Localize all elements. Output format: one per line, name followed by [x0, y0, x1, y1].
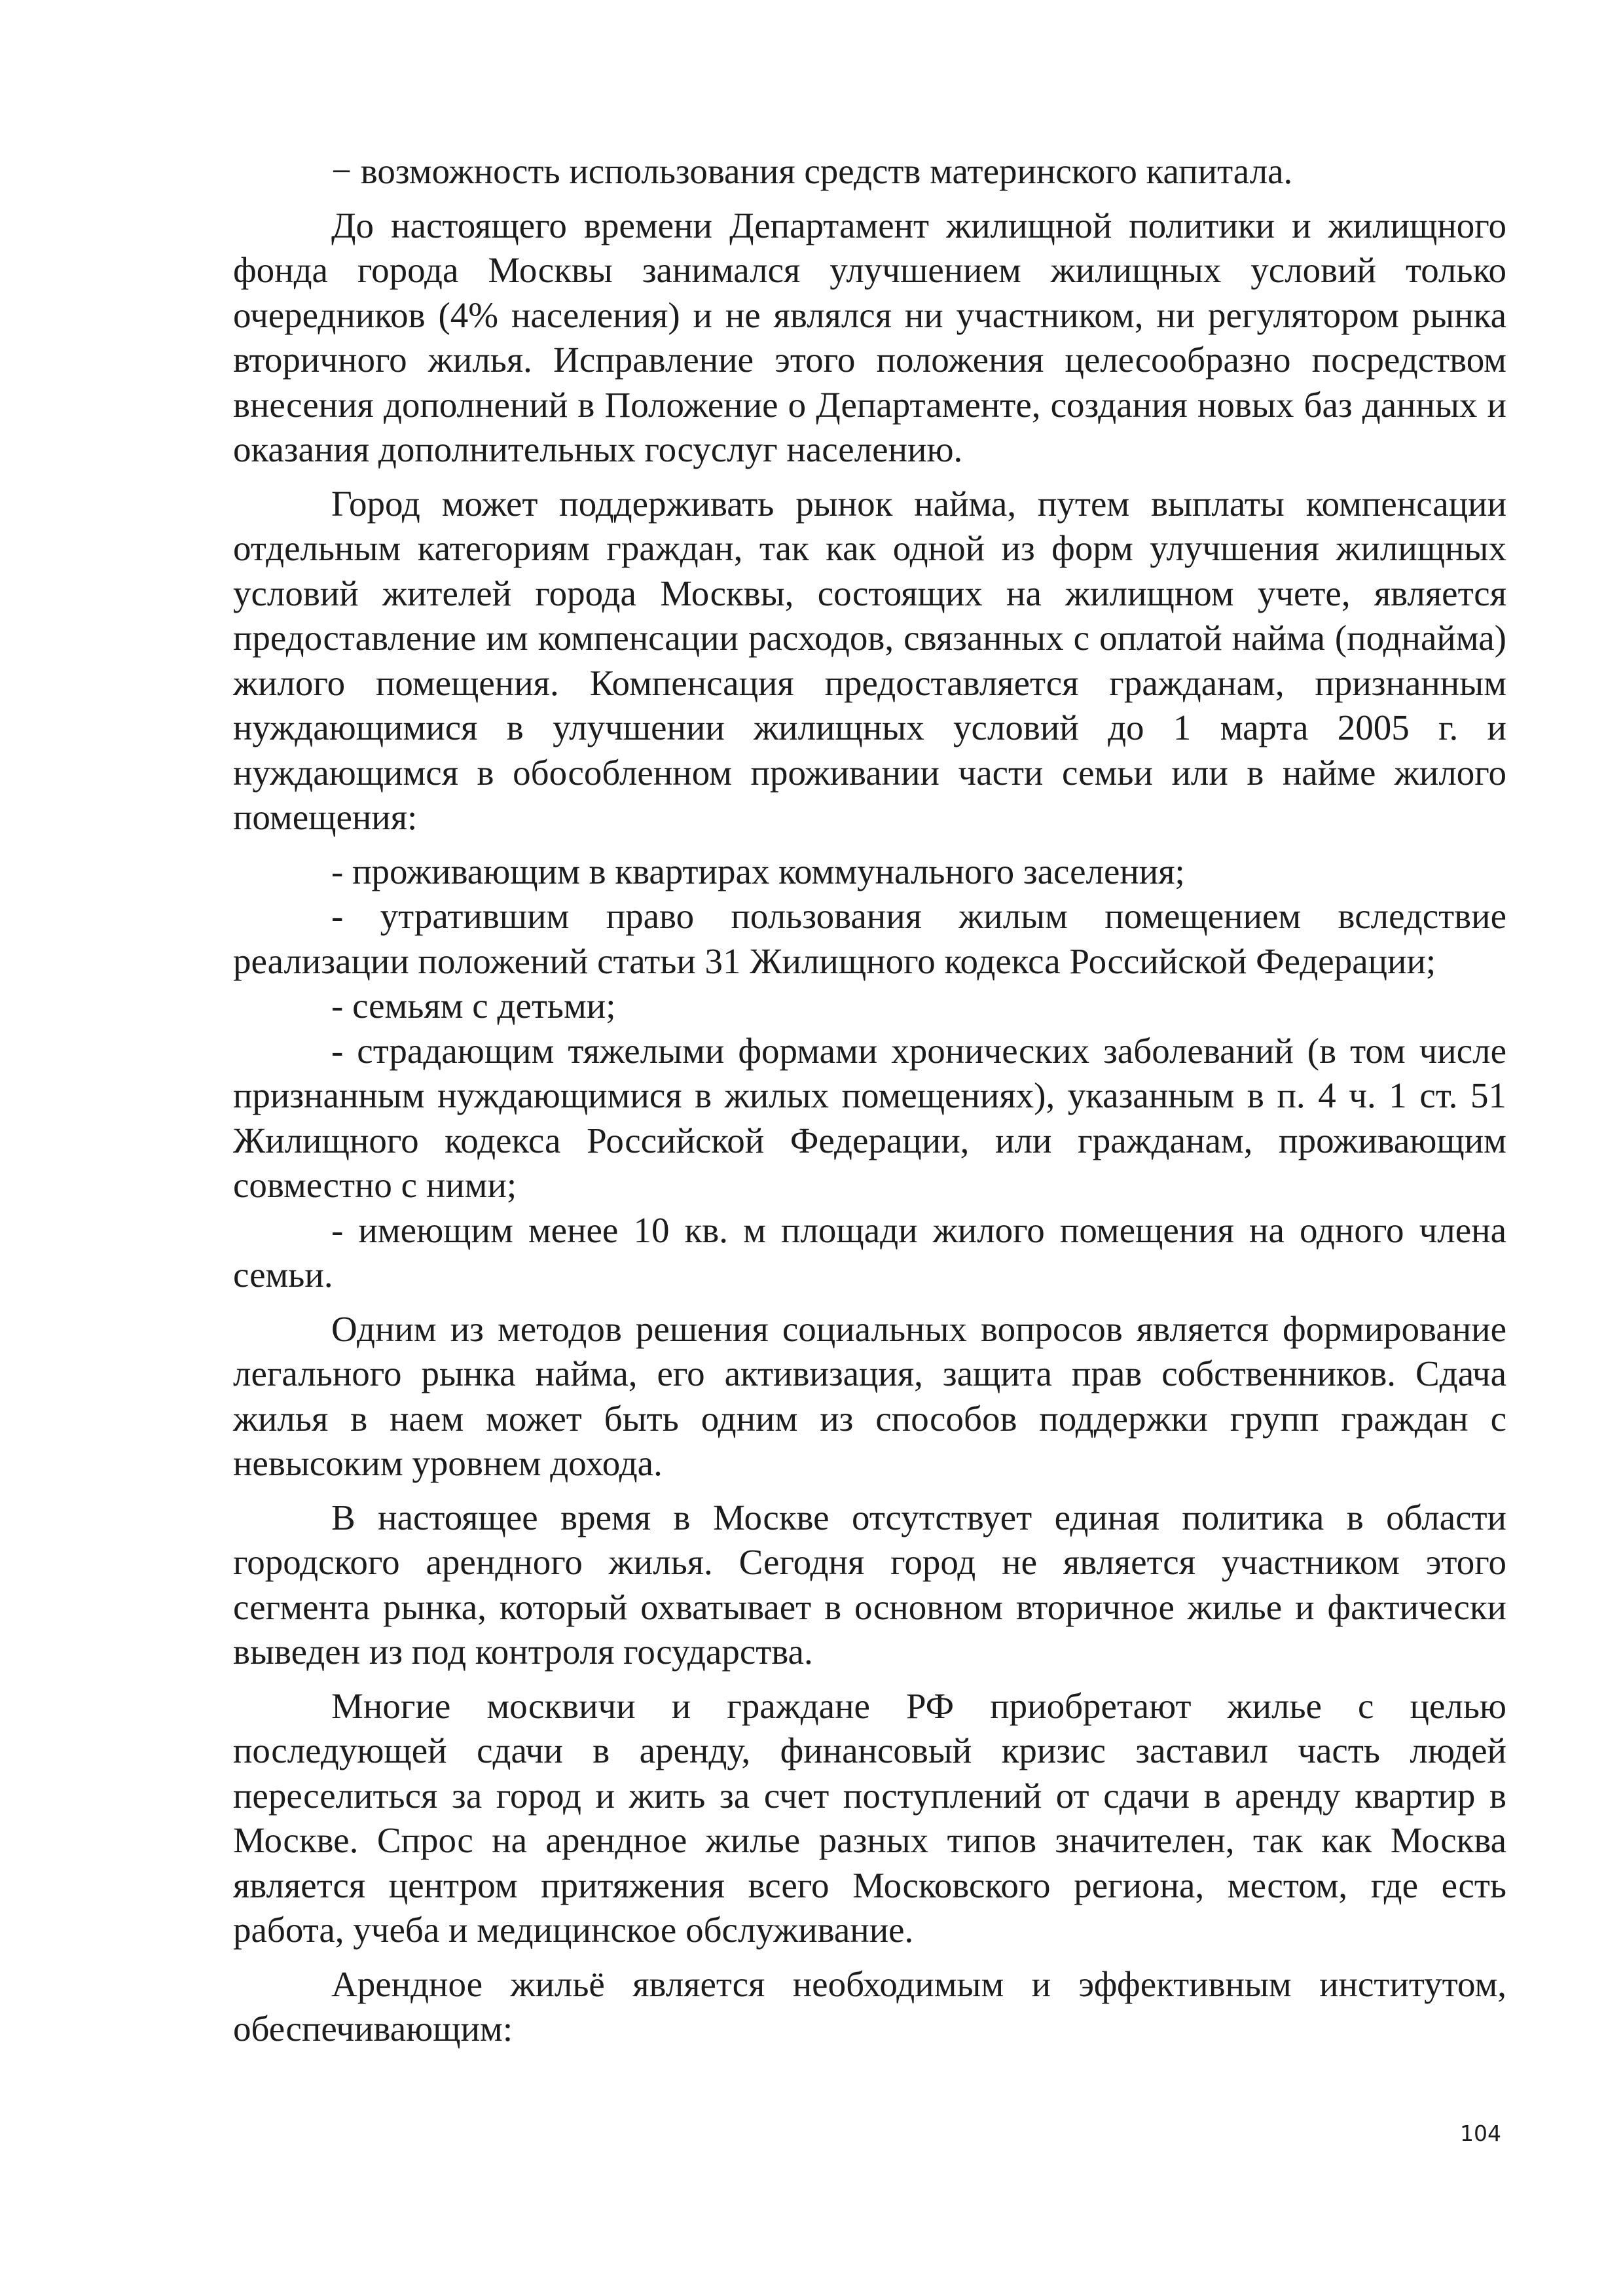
document-page [233, 149, 1506, 2052]
paragraph-city-policy: В настоящее время в Москве отсутствует единая политика в области городского арендного жилья. Сегодня город не является участником этого сегмента рынка, который охватывает в основном вторичное жилье и фактически выведен из под контроля государства. [233, 1497, 1506, 1672]
list-item-chronic-diseases: - страдающим тяжелыми формами хронических заболеваний (в том числе признанным нуждающимися в жилых помещениях), указанным в п. 4 ч. 1 ст. 51 Жилищного кодекса Российской Федерации, или гражданам, проживающим совместно с ними; [233, 1030, 1506, 1205]
page-number: 104 [1460, 2121, 1501, 2146]
list-item-living-space: - имеющим менее 10 кв. м площади жилого помещения на одного члена семьи. [233, 1210, 1506, 1295]
paragraph-rental-housing: Арендное жильё является необходимым и эффективным институтом, обеспечивающим: [233, 1964, 1506, 2049]
list-item-communal: - проживающим в квартирах коммунального заселения; [331, 851, 1185, 891]
list-item-families: - семьям с детьми; [331, 986, 616, 1026]
paragraph-maternity-capital: − возможность использования средств материнского капитала. [331, 151, 1293, 191]
paragraph-compensation: Город может поддерживать рынок найма, путем выплаты компенсации отдельным категориям граждан, так как одной из форм улучшения жилищных условий жителей города Москвы, состоящих на жилищном учете, является предоставление им компенсации расходов, связанных с оплатой найма (поднайма) жилого помещения. Компенсация предоставляется гражданам, признанным нуждающимися в улучшении жилищных условий до 1 марта 2005 г. и нуждающимся в обособленном проживании части семьи или в найме жилого помещения: [233, 483, 1506, 837]
paragraph-rental-market: Одним из методов решения социальных вопросов является формирование легального рынка найма, его активизация, защита прав собственников. Сдача жилья в наем может быть одним из способов поддержки групп граждан с невысоким уровнем дохода. [233, 1308, 1506, 1483]
paragraph-muscovites: Многие москвичи и граждане РФ приобретают жилье с целью последующей сдачи в аренду, финансовый кризис заставил часть людей переселиться за город и жить за счет поступлений от сдачи в аренду квартир в Москве. Спрос на арендное жилье разных типов значителен, так как Москва является центром притяжения всего Московского региона, местом, где есть работа, учеба и медицинское обслуживание. [233, 1685, 1506, 1950]
paragraph-department-role: До настоящего времени Департамент жилищной политики и жилищного фонда города Москвы занимался улучшением жилищных условий только очередников (4% населения) и не являлся ни участником, ни регулятором рынка вторичного жилья. Исправление этого положения целесообразно посредством внесения дополнений в Положение о Департаменте, создания новых баз данных и оказания дополнительных госуслуг населению. [233, 205, 1506, 469]
list-item-lost-right: - утратившим право пользования жилым помещением вследствие реализации положений статьи 31 Жилищного кодекса Российской Федерации; [233, 896, 1506, 981]
